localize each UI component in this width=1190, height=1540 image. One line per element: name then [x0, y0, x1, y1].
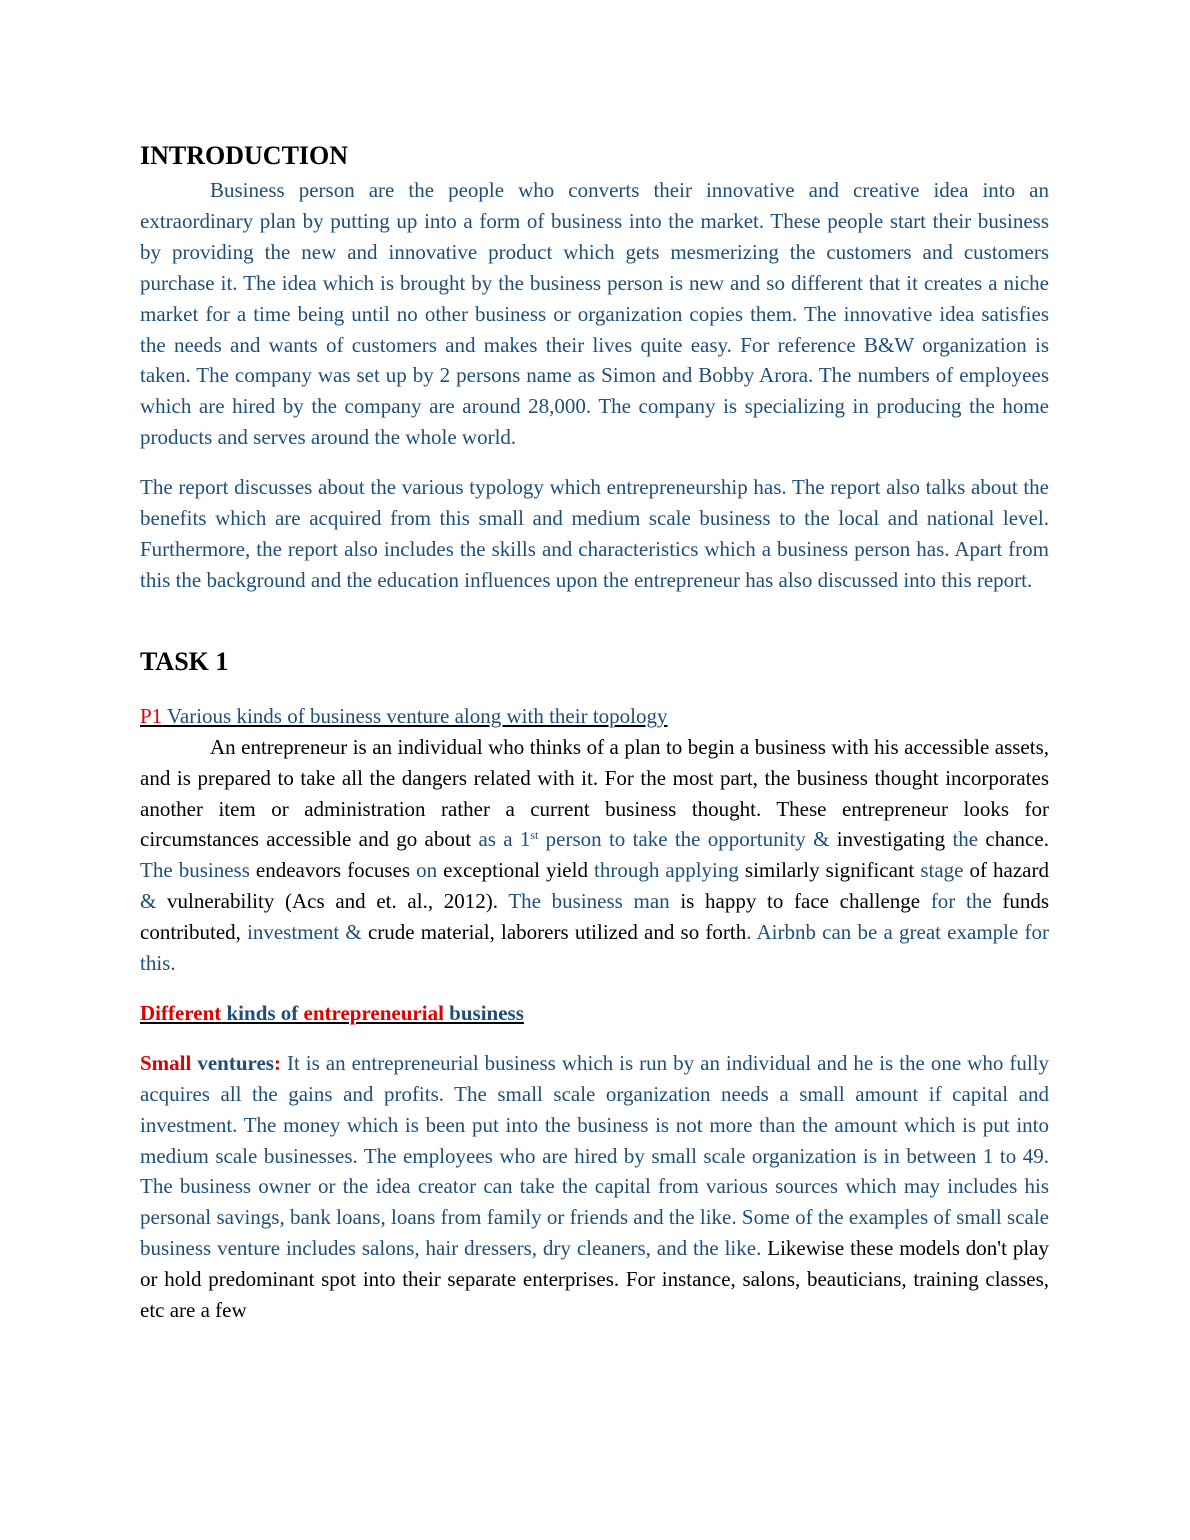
p1-text-segment: &	[140, 889, 157, 914]
p1-text-segment: stage	[920, 858, 964, 883]
small-ventures-text: Likewise these models don't play or hold predominant spot into their separate enterprises. For instance, salons, beauticians, training classes, etc are a few	[140, 1236, 1049, 1323]
p1-text-segment: the	[952, 827, 979, 852]
p1-text-segment: funds contributed,	[140, 889, 1049, 945]
p1-text-segment: The business man	[508, 889, 670, 914]
small-ventures-paragraph	[140, 1048, 1049, 1326]
p1-text-segment: for the	[930, 889, 992, 914]
introduction-paragraph-1: Business person are the people who converts their innovative and creative idea into an extraordinary plan by putting up into a form of business into the market. These people start their business by providing the new and innovative product which gets mesmerizing the customers and customers purchase it. The idea which is brought by the business person is new and so different that it creates a niche market for a time being until no other business or organization copies them. The innovative idea satisfies the needs and wants of customers and makes their lives quite easy. For reference B&W organization is taken. The company was set up by 2 persons name as Simon and Bobby Arora. The numbers of employees which are hired by the company are around 28,000. The company is specializing in producing the home products and serves around the whole world.	[140, 178, 1049, 450]
p1-text-segment: of hazard	[963, 858, 1049, 883]
p1-text-segment: . Airbnb can be a great example for this.	[140, 920, 1049, 976]
introduction-heading: INTRODUCTION	[140, 141, 349, 170]
types-heading-word: Different	[140, 1000, 222, 1025]
p1-text-segment: as a 1	[478, 827, 531, 852]
p1-text-segment: person to take the opportunity &	[538, 827, 830, 852]
p1-text-segment: exceptional yield	[437, 858, 595, 883]
types-heading-word: entrepreneurial	[303, 1000, 444, 1025]
task-1-heading: TASK 1	[140, 646, 229, 676]
p1-text-segment: crude material, laborers utilized and so forth	[361, 920, 747, 945]
p1-text-segment: vulnerability (Acs and et. al., 2012).	[156, 889, 509, 914]
p1-text-segment: on	[416, 858, 438, 883]
p1-text-segment: The business	[140, 858, 250, 883]
p1-text-segment: is happy to face challenge	[669, 889, 931, 914]
types-heading-word: kinds of	[221, 1000, 304, 1025]
small-ventures-label: ventures	[191, 1050, 274, 1075]
introduction-paragraph-2: The report discusses about the various typology which entrepreneurship has. The report also talks about the benefits which are acquired from this small and medium scale business to the local and national level. Furthermore, the report also includes the skills and characteristics which a business person has. Apart from this the background and the education influences upon the entrepreneur has also discussed into this report.	[140, 475, 1049, 592]
types-heading-word: business	[443, 1000, 524, 1025]
p1-text-segment: through applying	[594, 858, 739, 883]
p1-text-segment: investigating	[829, 827, 953, 852]
p1-text-segment: investment &	[247, 920, 362, 945]
p1-text-segment: similarly significant	[738, 858, 921, 883]
p1-superscript: st	[530, 828, 539, 843]
document-page	[140, 140, 1049, 1326]
p1-title: Various kinds of business venture along with their topology	[162, 703, 668, 728]
entrepreneurial-types-heading	[140, 998, 1049, 1029]
small-ventures-label: Small	[140, 1050, 192, 1075]
p1-text-segment: chance.	[978, 827, 1049, 852]
p1-text-segment: endeavors focuses	[249, 858, 417, 883]
p1-label: P1	[140, 703, 163, 728]
p1-body-paragraph	[140, 732, 1049, 979]
p1-subheading	[140, 701, 1049, 732]
p1-text-segment: An entrepreneur is an individual who thinks of a plan to begin a business with his accessible assets, and is prepared to take all the dangers related with it. For the most part, the business thought incorporates another item or administration rather a current business thought. These entrepreneur looks for circumstances accessible and go about	[140, 734, 1049, 852]
small-ventures-text: It is an entrepreneurial business which is run by an individual and he is the one who fully acquires all the gains and profits. The small scale organization needs a small amount if capital and investment. The money which is been put into the business is not more than the amount which is put into medium scale businesses. The employees who are hired by small scale organization is in between 1 to 49. The business owner or the idea creator can take the capital from various sources which may includes his personal savings, bank loans, loans from family or friends and the like. Some of the examples of small scale business venture includes salons, hair dressers, dry cleaners, and the like.	[140, 1050, 1050, 1261]
small-ventures-colon: :	[273, 1050, 281, 1075]
